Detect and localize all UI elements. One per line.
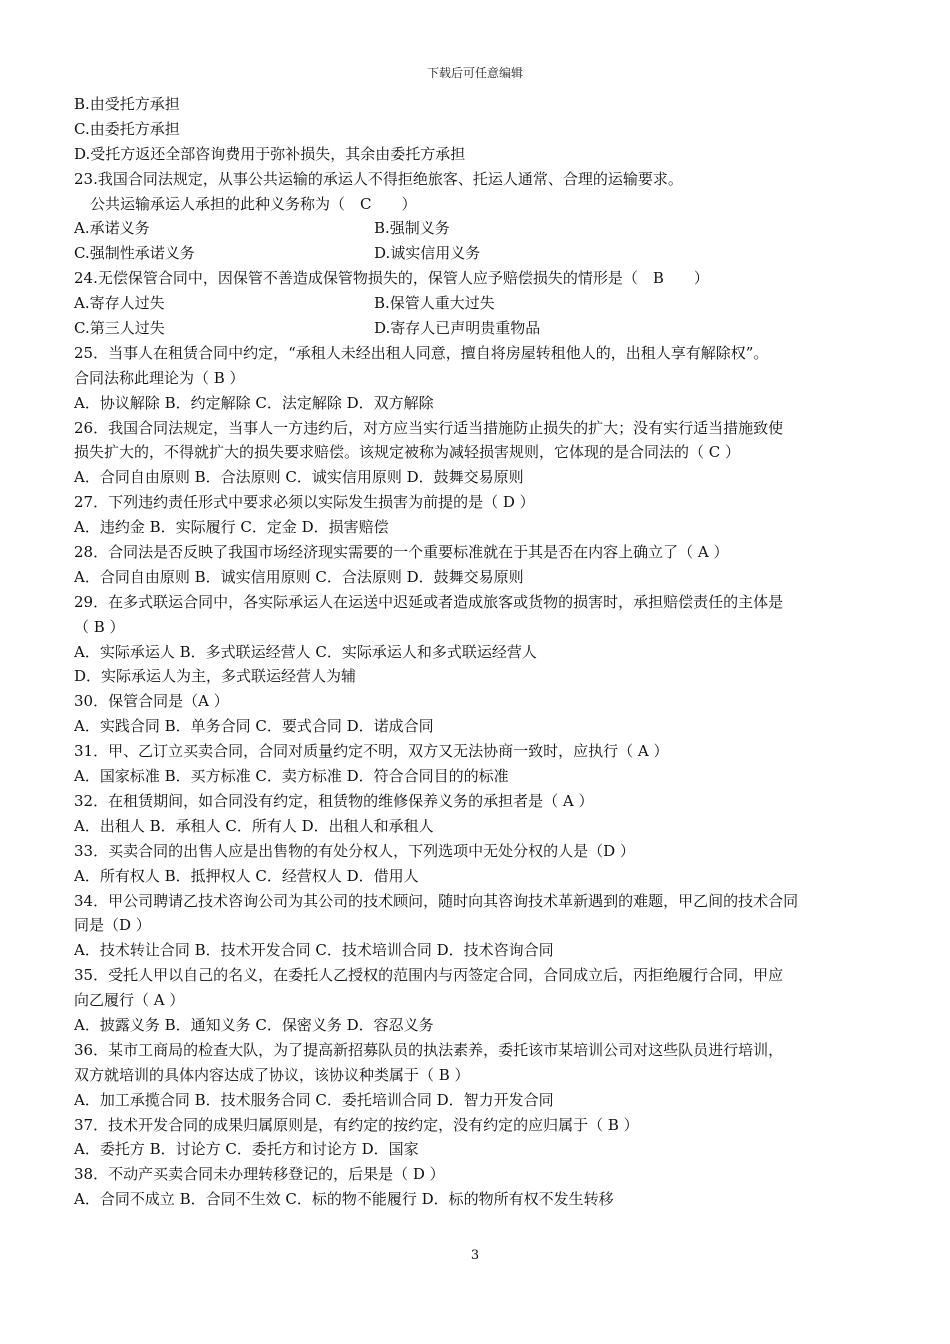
text-line: A．合同自由原则 B．合法原则 C．诚实信用原则 D．鼓舞交易原则 — [74, 468, 524, 487]
text-line: 34．甲公司聘请乙技术咨询公司为其公司的技术顾问，随时向其咨询技术革新遇到的难题，甲乙间的技术合同 — [74, 891, 799, 910]
text-line: 合同法称此理论为（ B ） — [74, 368, 245, 387]
text-line: 向乙履行（ A ） — [74, 991, 185, 1010]
text-line: 损失扩大的，不得就扩大的损失要求赔偿。该规定被称为减轻损害规则，它体现的是合同法的（ C ） — [74, 443, 741, 462]
text-line: 26．我国合同法规定，当事人一方违约后，对方应当实行适当措施防止损失的扩大；没有实行适当措施致使 — [74, 418, 784, 437]
text-line: 36．某市工商局的检查大队，为了提高新招募队员的执法素养，委托该市某培训公司对这些队员进行培训， — [74, 1040, 784, 1059]
text-line: 37．技术开发合同的成果归属原则是，有约定的按约定，没有约定的应归属于（ B ） — [74, 1115, 639, 1134]
text-line: 公共运输承运人承担的此种义务称为（ C ） — [90, 194, 417, 213]
text-line: 27．下列违约责任形式中要求必须以实际发生损害为前提的是（ D ） — [74, 493, 535, 512]
text-line: 38．不动产买卖合同未办理转移登记的，后果是（ D ） — [74, 1165, 445, 1184]
text-line: A．加工承揽合同 B．技术服务合同 C．委托培训合同 D．智力开发合同 — [74, 1090, 554, 1109]
option-right: B.保管人重大过失 — [374, 294, 495, 313]
text-line: 23.我国合同法规定，从事公共运输的承运人不得拒绝旅客、托运人通常、合理的运输要求。 — [74, 169, 683, 188]
text-line: A．披露义务 B．通知义务 C．保密义务 D．容忍义务 — [74, 1015, 434, 1034]
text-line: 25．当事人在租赁合同中约定，“承租人未经出租人同意，擅自将房屋转租他人的，出租人享有解除权”。 — [74, 343, 769, 362]
text-line: A．国家标准 B．买方标准 C．卖方标准 D．符合合同目的的标准 — [74, 767, 509, 786]
text-line — [74, 291, 910, 316]
text-line: 28．合同法是否反映了我国市场经济现实需要的一个重要标准就在于其是否在内容上确立了（ A ） — [74, 543, 729, 562]
text-line — [74, 241, 910, 266]
option-left: A.寄存人过失 — [74, 294, 165, 313]
text-line: A．协议解除 B．约定解除 C．法定解除 D．双方解除 — [74, 393, 434, 412]
text-line: A．实际承运人 B．多式联运经营人 C．实际承运人和多式联运经营人 — [74, 642, 537, 661]
text-line: 31．甲、乙订立买卖合同，合同对质量约定不明，双方又无法协商一致时，应执行（ A ） — [74, 742, 669, 761]
text-line: A．技术转让合同 B．技术开发合同 C．技术培训合同 D．技术咨询合同 — [74, 941, 554, 960]
text-line: A．所有权人 B．抵押权人 C．经营权人 D．借用人 — [74, 866, 419, 885]
option-right: D.寄存人已声明贵重物品 — [374, 319, 541, 338]
text-line: 32．在租赁期间，如合同没有约定，租赁物的维修保养义务的承担者是（ A ） — [74, 791, 594, 810]
page-number: 3 — [470, 1248, 480, 1263]
text-line: A．合同自由原则 B．诚实信用原则 C．合法原则 D．鼓舞交易原则 — [74, 567, 524, 586]
text-line — [74, 316, 910, 341]
option-left: C.第三人过失 — [74, 319, 165, 338]
text-line — [74, 216, 910, 241]
text-line: 双方就培训的具体内容达成了协议，该协议种类属于（ B ） — [74, 1065, 470, 1084]
text-line: D．实际承运人为主，多式联运经营人为辅 — [74, 667, 357, 686]
option-right: B.强制义务 — [374, 219, 450, 238]
text-line: D.受托方返还全部咨询费用于弥补损失，其余由委托方承担 — [74, 144, 466, 163]
option-right: D.诚实信用义务 — [374, 244, 481, 263]
text-line: C.由委托方承担 — [74, 119, 180, 138]
text-line: 29．在多式联运合同中，各实际承运人在运送中迟延或者造成旅客或货物的损害时，承担赔偿责任的主体是 — [74, 592, 784, 611]
text-line: A．出租人 B．承租人 C．所有人 D．出租人和承租人 — [74, 816, 434, 835]
page-header: 下载后可任意编辑 — [426, 66, 523, 80]
text-line: A．实践合同 B．单务合同 C．要式合同 D．诺成合同 — [74, 717, 434, 736]
option-left: A.承诺义务 — [74, 219, 150, 238]
text-line: 33．买卖合同的出售人应是出售物的有处分权人，下列选项中无处分权的人是（D ） — [74, 841, 635, 860]
text-line: A．违约金 B．实际履行 C．定金 D．损害赔偿 — [74, 518, 389, 537]
text-line: 24.无偿保管合同中，因保管不善造成保管物损失的，保管人应予赔偿损失的情形是（ B ） — [74, 269, 709, 288]
text-line: 同是（D ） — [74, 916, 151, 935]
text-line: A．合同不成立 B．合同不生效 C．标的物不能履行 D．标的物所有权不发生转移 — [74, 1190, 614, 1209]
document-body — [74, 92, 910, 1212]
option-left: C.强制性承诺义务 — [74, 244, 195, 263]
text-line: A．委托方 B．讨论方 C．委托方和讨论方 D．国家 — [74, 1140, 419, 1159]
text-line: B.由受托方承担 — [74, 95, 180, 113]
text-line: 35．受托人甲以自己的名义，在委托人乙授权的范围内与丙签定合同，合同成立后，丙拒绝履行合同，甲应 — [74, 966, 784, 985]
text-line: 30．保管合同是（A ） — [74, 692, 229, 711]
text-line: （ B ） — [74, 617, 125, 636]
